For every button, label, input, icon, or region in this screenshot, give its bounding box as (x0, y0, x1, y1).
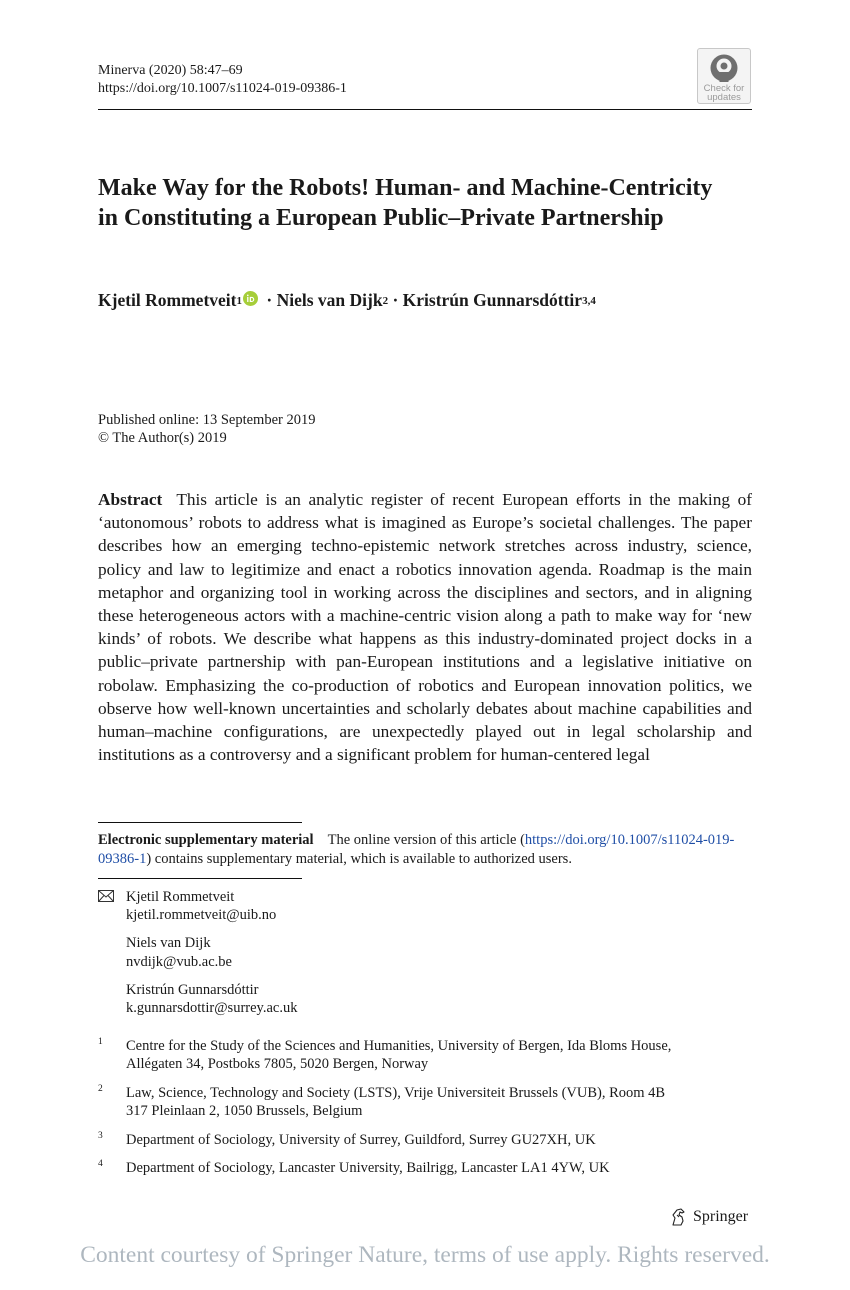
affiliations (98, 1037, 752, 1187)
contact-divider (98, 878, 302, 879)
author-name[interactable]: Kristrún Gunnarsdóttir (402, 290, 583, 310)
contact-name: Kjetil Rommetveit (126, 889, 235, 905)
contact-email[interactable]: k.gunnarsdottir@surrey.ac.uk (126, 1000, 298, 1017)
check-for-updates-badge[interactable] (697, 48, 751, 104)
esm-doi-link[interactable]: https://doi.org/10.1007/s11024-019-09386-1 (98, 832, 735, 867)
affiliation-entry (98, 1084, 752, 1121)
author-separator: · (261, 290, 277, 310)
affiliation-line: Allégaten 34, Postboks 7805, 5020 Bergen, Norway (126, 1056, 429, 1073)
affiliation-entry (98, 1159, 752, 1177)
affiliation-line: Law, Science, Technology and Society (LSTS), Vrije Universiteit Brussels (VUB), Room 4B (126, 1084, 666, 1101)
abstract (98, 488, 752, 766)
contact-email[interactable]: nvdijk@vub.ac.be (126, 953, 232, 970)
journal-citation (98, 62, 347, 98)
journal-volume: Minerva (2020) 58:47–69 (98, 63, 243, 78)
crossmark-icon (709, 53, 739, 83)
supplementary-material-note (98, 831, 752, 868)
copyright-watermark: Content courtesy of Springer Nature, terms of use apply. Rights reserved. (80, 1242, 770, 1268)
publisher-logo (669, 1207, 748, 1227)
author-list: Kjetil Rommetveit $^1$ · Niels van Dijk $^2$ · Kristrún Gunnarsdóttir $^{3,4}$ (98, 290, 596, 310)
contact-entry (98, 934, 297, 971)
affiliation-line: Centre for the Study of the Sciences and Humanities, University of Bergen, Ida Bloms House, (126, 1038, 672, 1054)
springer-horse-icon (669, 1207, 689, 1227)
copyright-line: © The Author(s) 2019 (98, 430, 227, 446)
header-divider (98, 109, 752, 110)
badge-line2: updates (707, 92, 741, 103)
affiliation-number: 2 (98, 1083, 103, 1094)
abstract-text: This article is an analytic register of recent European efforts in the making of ‘autonomous’ robots to address what is imagined as Europe’s societal challenges. The paper describes how an emerging techno-epistemic network stretches across industry, science, policy and law to legitimize and enact a robotics innovation agenda. Roadmap is the main metaphor and organizing tool in working across the disciplines and sectors, and in aligning these heterogeneous actors with a machine-centric vision along a path to make way for ‘new kinds’ of robots. We describe what happens as this industry-dominated project docks in a public–private partnership with pan-European institutions and a legislative initiative on robolaw. Emphasizing the co-production of robotics and European innovation politics, we observe how well-known uncertainties and scholarly debates about machine capabilities and human–machine configurations, are unexpectedly played out in legal scholarship and institutions as a controversy and a significant problem for human-centered legal (98, 490, 752, 765)
contact-email[interactable]: kjetil.rommetveit@uib.no (126, 907, 277, 924)
affiliation-number: 3 (98, 1130, 103, 1141)
footnote-divider (98, 822, 302, 823)
affiliation-line: 317 Pleinlaan 2, 1050 Brussels, Belgium (126, 1103, 363, 1120)
author-separator: · (388, 290, 403, 310)
affiliation-number: 1 (98, 1037, 103, 1047)
orcid-icon[interactable] (243, 291, 258, 306)
journal-doi[interactable]: https://doi.org/10.1007/s11024-019-09386-1 (98, 81, 347, 96)
published-date: Published online: 13 September 2019 (98, 412, 316, 428)
badge-line1: Check for (703, 83, 745, 94)
contact-entry (98, 981, 297, 1018)
esm-text-before: The online version of this article ( (327, 832, 525, 848)
abstract-label: Abstract (98, 490, 163, 509)
author-name[interactable]: Niels van Dijk (276, 290, 383, 310)
affiliation-line: Department of Sociology, University of Surrey, Guildford, Surrey GU27XH, UK (126, 1131, 596, 1148)
affiliation-number: 4 (98, 1159, 103, 1170)
envelope-icon (98, 890, 114, 902)
contact-entry (98, 888, 297, 925)
esm-text-after: ) contains supplementary material, which is available to authorized users. (146, 850, 572, 867)
contact-name: Kristrún Gunnarsdóttir (126, 981, 259, 998)
esm-label: Electronic supplementary material (98, 832, 314, 848)
publication-info (98, 411, 315, 447)
corresponding-contacts (98, 888, 297, 1027)
article-title: Make Way for the Robots! Human- and Machine-Centricity in Constituting a European Public–Private Partnership (98, 175, 713, 231)
affiliation-entry (98, 1131, 752, 1149)
affiliation-entry (98, 1037, 752, 1074)
affiliation-line: Department of Sociology, Lancaster University, Bailrigg, Lancaster LA1 4YW, UK (126, 1160, 610, 1177)
author-name[interactable]: Kjetil Rommetveit (98, 290, 237, 310)
contact-name: Niels van Dijk (126, 935, 211, 952)
publisher-name: Springer (693, 1208, 749, 1225)
